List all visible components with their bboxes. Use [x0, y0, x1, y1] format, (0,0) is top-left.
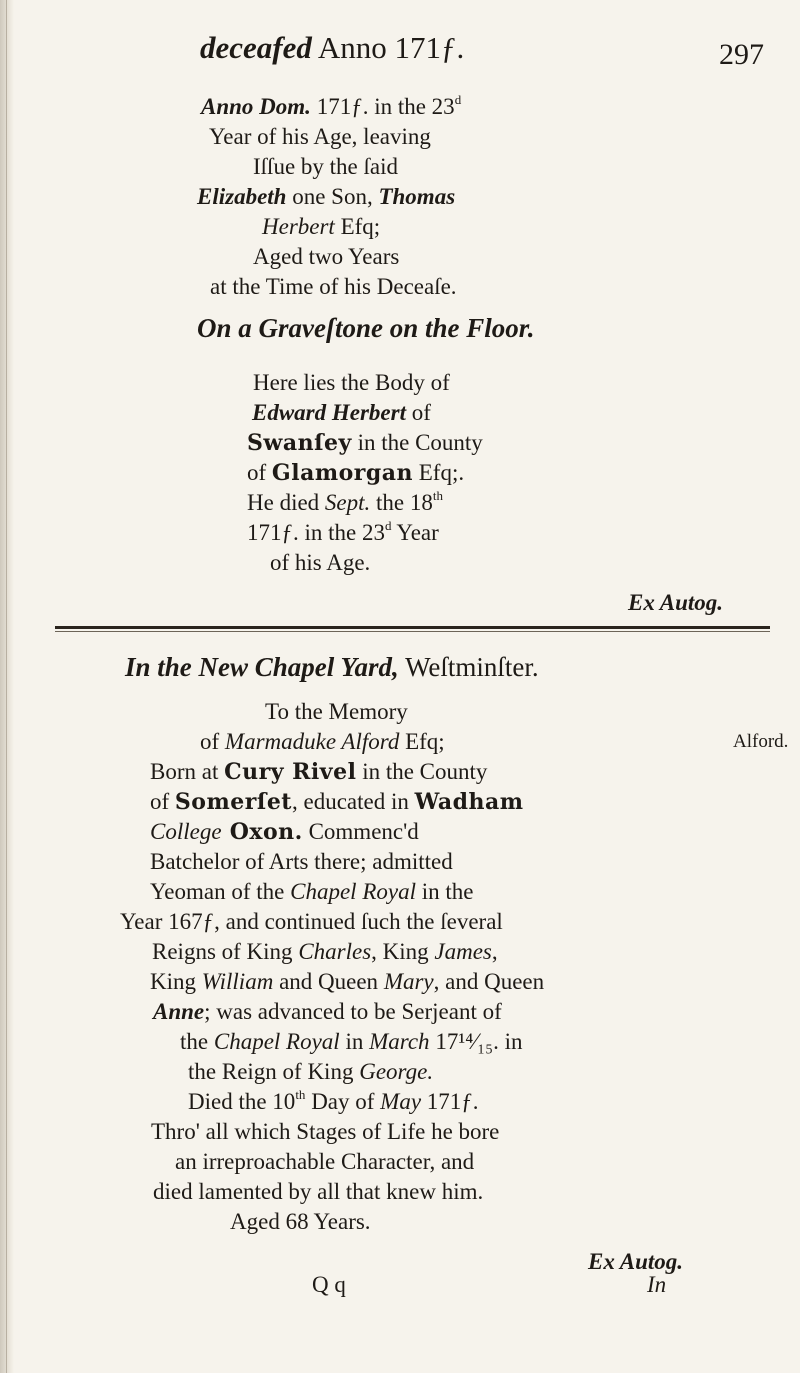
- gravestone-line-2: Edward Herbert of: [252, 400, 431, 425]
- alford-line-7: Yeoman of the Chapel Royal in the: [150, 879, 474, 904]
- alford-line-11: Anne; was advanced to be Serjeant of: [153, 999, 502, 1024]
- alford-line-17: died lamented by all that knew him.: [153, 1179, 484, 1204]
- entry1-line-1: Anno Dom. 171ƒ. in the 23$^d$: [201, 92, 462, 119]
- alford-line-1: To the Memory: [265, 699, 408, 724]
- entry1-line-5: Herbert Efq;: [262, 214, 381, 239]
- entry1-line-2: Year of his Age, leaving: [209, 124, 431, 149]
- entry1-line-3: Iſſue by the ſaid: [253, 154, 398, 179]
- alford-line-18: Aged 68 Years.: [230, 1209, 371, 1234]
- alford-line-13: the Reign of King George.: [188, 1059, 434, 1084]
- section-heading-gravestone: On a Graveſtone on the Floor.: [197, 313, 535, 343]
- alford-line-3: Born at Cury Rivel in the County: [150, 759, 488, 785]
- gravestone-line-5: He died Sept. the 18th: [247, 488, 444, 515]
- alford-line-5: College Oxon. Commenc'd: [150, 819, 419, 845]
- alford-line-4: of Somerſet, educated in Wadham: [150, 789, 524, 815]
- margin-note-alford: Alford.: [733, 731, 789, 752]
- gravestone-source: Ex Autog.: [628, 590, 724, 615]
- running-head: deceafed Anno 171ƒ.: [200, 30, 465, 65]
- alford-line-6: Batchelor of Arts there; admitted: [150, 849, 453, 874]
- alford-line-16: an irreproachable Character, and: [175, 1149, 475, 1174]
- gravestone-line-4: of Glamorgan Efq;.: [247, 460, 465, 486]
- page-binding-edge: [0, 0, 14, 1373]
- alford-line-9: Reigns of King Charles, King James,: [152, 939, 498, 964]
- gravestone-line-3: Swanſey in the County: [247, 430, 483, 456]
- gravestone-line-6: 171ƒ. in the 23$^d$ Year: [247, 518, 439, 545]
- signature-mark: Q q: [312, 1272, 346, 1297]
- entry1-line-4: Elizabeth one Son, Thomas: [197, 184, 456, 209]
- section-heading-alford: In the New Chapel Yard, Weſtminſter.: [125, 652, 539, 682]
- catchword: In: [647, 1272, 667, 1297]
- section-divider: [55, 626, 770, 629]
- gravestone-line-7: of his Age.: [270, 550, 371, 575]
- gravestone-line-1: Here lies the Body of: [253, 370, 450, 395]
- entry1-line-6: Aged two Years: [253, 244, 400, 269]
- alford-line-8: Year 167ƒ, and continued ſuch the ſeveral: [120, 909, 503, 934]
- alford-line-14: Died the 10th Day of May 171ƒ.: [188, 1087, 479, 1114]
- alford-source: Ex Autog.: [588, 1249, 684, 1274]
- alford-line-10: King William and Queen Mary, and Queen: [150, 969, 545, 994]
- entry1-line-7: at the Time of his Deceaſe.: [210, 274, 457, 299]
- page-number: 297: [719, 38, 764, 71]
- section-divider-thin: [55, 631, 770, 632]
- alford-line-12: the Chapel Royal in March 17¹⁴⁄₁₅. in: [180, 1029, 523, 1054]
- alford-line-15: Thro' all which Stages of Life he bore: [151, 1119, 500, 1144]
- alford-line-2: of Marmaduke Alford Efq;: [200, 729, 445, 754]
